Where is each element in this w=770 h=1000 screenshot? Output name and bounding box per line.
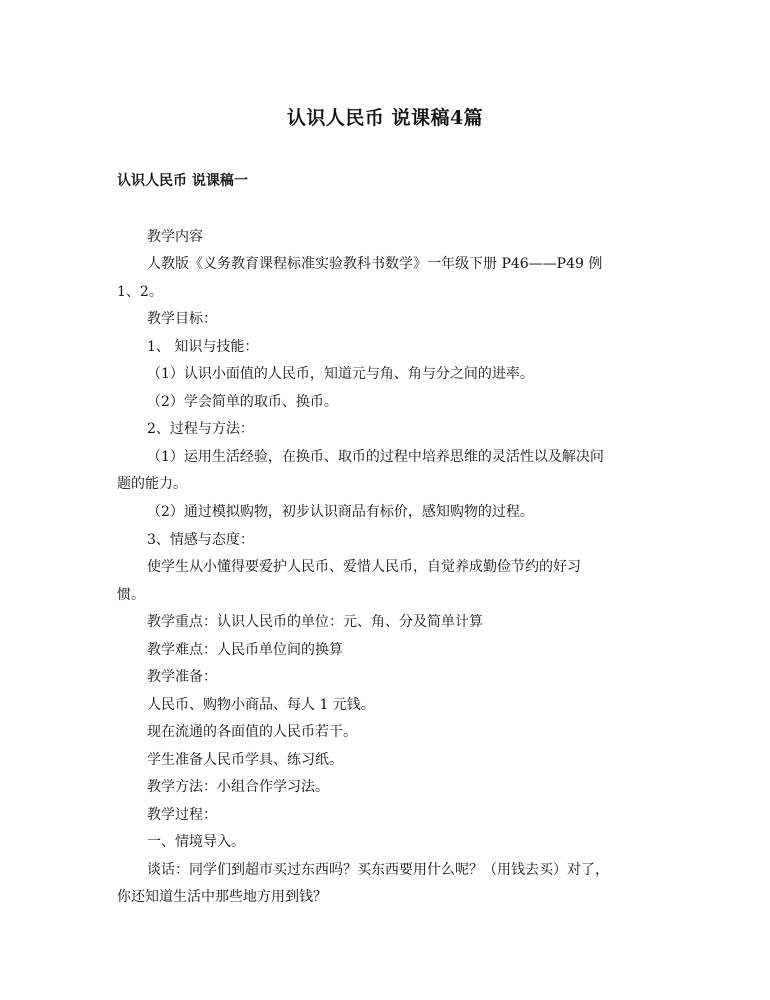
paragraph-line: 2、过程与方法： (147, 421, 254, 437)
paragraph-line: 人民币、购物小商品、每人 1 元钱。 (147, 697, 375, 713)
paragraph-line: （2）学会简单的取币、换币。 (147, 394, 338, 410)
section-heading: 认识人民币 说课稿一 (117, 173, 248, 189)
paragraph-line: 你还知道生活中那些地方用到钱？ (117, 889, 327, 905)
paragraph-line: 现在流通的各面值的人民币若干。 (147, 724, 357, 740)
document-title: 认识人民币 说课稿4篇 (286, 107, 484, 129)
paragraph-line: 教学过程： (147, 807, 217, 823)
paragraph-line: 题的能力。 (117, 476, 187, 492)
paragraph-line: （1）认识小面值的人民币，知道元与角、角与分之间的进率。 (147, 366, 534, 382)
paragraph-line: 1、 知识与技能： (147, 339, 259, 355)
paragraph-line: 教学内容 (147, 229, 203, 245)
paragraph-line: 3、情感与态度： (147, 532, 254, 548)
paragraph-line: 教学难点：人民币单位间的换算 (147, 642, 343, 658)
paragraph-line: 惯。 (117, 587, 145, 603)
paragraph-line: 教学准备： (147, 669, 217, 685)
paragraph-line: （1）运用生活经验，在换币、取币的过程中培养思维的灵活性以及解决问 (147, 449, 604, 465)
paragraph-line: 人教版《义务教育课程标准实验教科书数学》一年级下册 P46——P49 例 (147, 256, 603, 272)
paragraph-line: 1、2。 (117, 284, 163, 300)
paragraph-line: 谈话：同学们到超市买过东西吗？买东西要用什么呢？（用钱去买）对了， (147, 862, 609, 878)
paragraph-line: 教学目标： (147, 311, 217, 327)
paragraph-line: 使学生从小懂得要爱护人民币、爱惜人民币，自觉养成勤俭节约的好习 (147, 559, 581, 575)
paragraph-line: 学生准备人民币学具、练习纸。 (147, 752, 343, 768)
paragraph-line: 一、情境导入。 (147, 834, 245, 850)
paragraph-line: 教学重点：认识人民币的单位：元、角、分及简单计算 (147, 614, 483, 630)
paragraph-line: 教学方法：小组合作学习法。 (147, 779, 329, 795)
paragraph-line: （2）通过模拟购物，初步认识商品有标价，感知购物的过程。 (147, 504, 534, 520)
